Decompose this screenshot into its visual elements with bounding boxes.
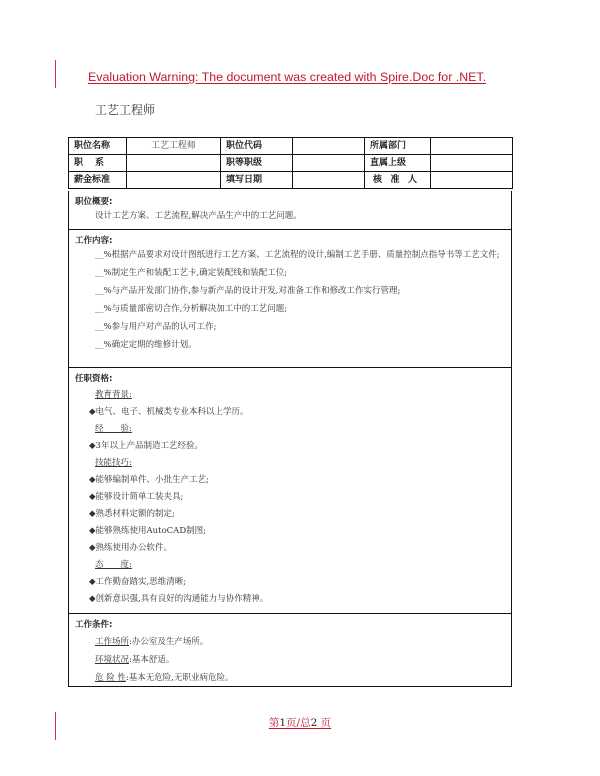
list-item: __%确定定期的维修计划。: [95, 340, 197, 350]
list-item: ◆工作勤奋踏实,思维清晰;: [89, 577, 187, 587]
list-item: ◆能够编制单件、小批生产工艺;: [89, 475, 209, 485]
list-item: __%根据产品要求对设计图纸进行工艺方案、工艺流程的设计,编制工艺手册、质量控制点指导书等工艺文件;: [95, 250, 500, 260]
document-title: 工艺工程师: [95, 103, 156, 117]
label-fill-date: 填写日期: [221, 172, 293, 189]
list-item: ◆能够熟练使用AutoCAD制图;: [89, 526, 207, 536]
value-supervisor: [431, 155, 513, 172]
label-position-code: 职位代码: [221, 138, 293, 155]
crop-mark-top: [55, 60, 56, 88]
education-text: ◆电气、电子、机械类专业本科以上学历。: [89, 407, 249, 417]
evaluation-warning: Evaluation Warning: The document was created with Spire.Doc for .NET.: [88, 70, 487, 84]
condition-environment: 环境状况:基本舒适。: [95, 655, 175, 665]
skills-label: 技能技巧:: [95, 458, 132, 468]
list-item: ◆熟悉材料定额的制定;: [89, 509, 175, 519]
list-item: __%参与用户对产品的认可工作;: [95, 322, 217, 332]
section-overview: [68, 191, 512, 230]
list-item: __%与质量部密切合作,分析解决加工中的工艺问题;: [95, 304, 288, 314]
list-item: __%制定生产和装配工艺卡,确定装配线和装配工位;: [95, 268, 288, 278]
value-department: [431, 138, 513, 155]
label-supervisor: 直属上级: [365, 155, 431, 172]
attitude-label: 态 度:: [95, 560, 132, 570]
duties-title: 工作内容:: [75, 236, 113, 246]
list-item: ◆创新意识强,具有良好的沟通能力与协作精神。: [89, 594, 269, 604]
value-salary: [127, 172, 221, 189]
overview-title: 职位概要:: [75, 197, 113, 207]
value-grade: [293, 155, 365, 172]
list-item: ◆熟练使用办公软件。: [89, 543, 173, 553]
section-duties: [68, 230, 512, 368]
section-conditions: [68, 614, 512, 687]
value-fill-date: [293, 172, 365, 189]
education-label: 教育背景:: [95, 390, 132, 400]
value-approver: [431, 172, 513, 189]
label-department: 所属部门: [365, 138, 431, 155]
value-position-name: 工艺工程师: [127, 138, 221, 155]
list-item: ◆能够设计简单工装夹具;: [89, 492, 184, 502]
experience-label: 经 验:: [95, 424, 132, 434]
experience-text: ◆3年以上产品制造工艺经验。: [89, 441, 203, 451]
overview-text: 设计工艺方案、工艺流程,解决产品生产中的工艺问题。: [95, 211, 302, 221]
value-position-code: [293, 138, 365, 155]
condition-place: 工作场所:办公室及生产场所。: [95, 637, 209, 647]
qualifications-title: 任职资格:: [75, 374, 113, 384]
page-number: 第1页/总2 页: [268, 717, 332, 729]
section-qualifications: [68, 368, 512, 614]
label-grade: 职等职级: [221, 155, 293, 172]
label-salary: 薪金标准: [69, 172, 127, 189]
position-header-table: [68, 137, 513, 189]
list-item: __%与产品开发部门协作,参与新产品的设计开发,对准备工作和修改工作实行管理;: [95, 286, 401, 296]
conditions-title: 工作条件:: [75, 620, 113, 630]
label-approver: 核 准 人: [365, 172, 431, 189]
table-row: [69, 155, 513, 172]
table-row: [69, 172, 513, 189]
condition-risk: 危 险 性:基本无危险,无职业病危险。: [95, 673, 234, 683]
value-job-family: [127, 155, 221, 172]
label-job-family: 职 系: [69, 155, 127, 172]
label-position-name: 职位名称: [69, 138, 127, 155]
table-row: [69, 138, 513, 155]
